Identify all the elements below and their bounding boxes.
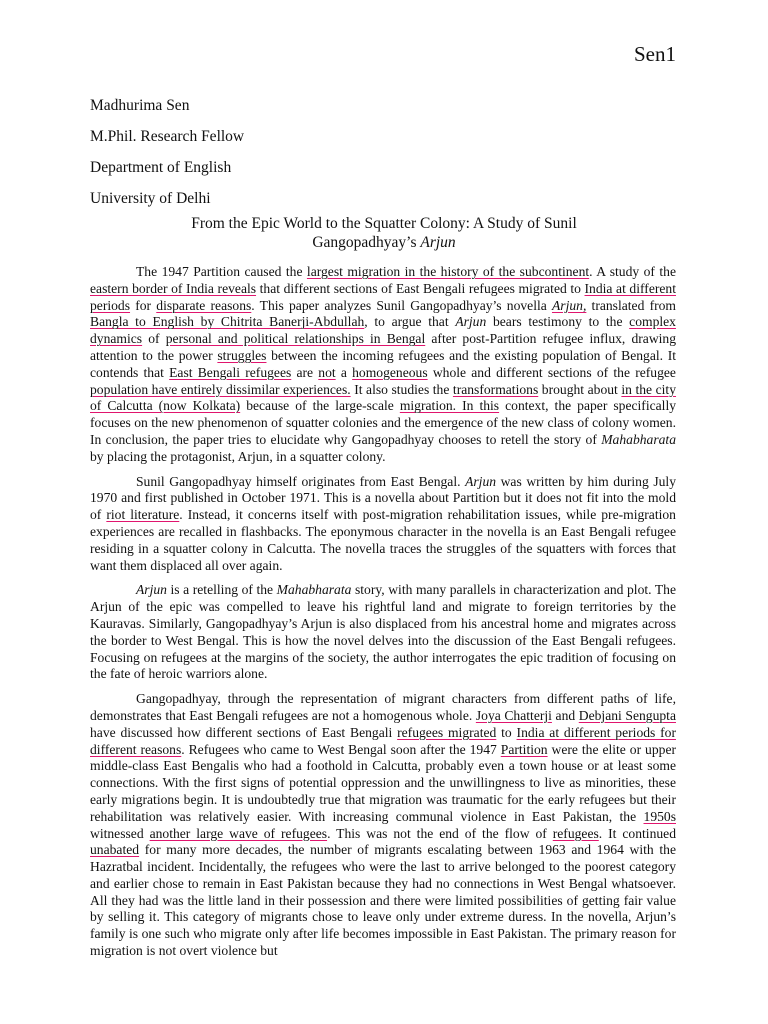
- text-run: . Instead, it concerns itself with post-migration rehabilitation issues, while pre-migration experiences are recalled in flashbacks. The eponymous character in the novella is an East Bengali refugee residing in a squatter colony in Calcutta. The novella traces the struggles of the squatters with forces that want them displaced all over again.: [90, 507, 676, 573]
- abstract-paragraph: [90, 264, 676, 466]
- text-run: , to argue that: [364, 314, 456, 330]
- highlighted-phrase: personal and political relationships in Bengal: [165, 331, 426, 347]
- author-name: Madhurima Sen: [90, 97, 190, 114]
- text-run: . A study of the: [589, 264, 676, 279]
- body-paragraph-2: [90, 474, 676, 575]
- text-run: because of the large-scale: [240, 398, 400, 414]
- text-run: The 1947 Partition caused the: [136, 264, 307, 279]
- highlighted-phrase: complex dynamics: [90, 314, 676, 347]
- text-run: that different sections of East Bengali refugees migrated to: [256, 280, 585, 296]
- paper-title-line1: From the Epic World to the Squatter Colony: A Study of Sunil: [191, 215, 577, 232]
- highlighted-phrase: population have entirely dissimilar experiences.: [90, 381, 351, 397]
- text-run: have discussed how different sections of East Bengali: [90, 724, 398, 740]
- text-run: to: [496, 724, 517, 740]
- highlighted-phrase: India at different periods: [90, 280, 676, 313]
- text-run: . Refugees who came to West Bengal soon after the 1947: [181, 741, 501, 757]
- body-paragraph-4: [90, 691, 676, 960]
- text-run: translated from: [586, 297, 676, 313]
- author-block: [90, 90, 244, 214]
- text-run: Gangopadhyay, through the representation of migrant characters from different paths of life, demonstrates that East Bengali refugees are not a homogenous whole.: [90, 691, 676, 723]
- highlighted-phrase: in the city of Calcutta (now Kolkata): [90, 381, 677, 414]
- text-run: after post-Partition refugee influx, drawing attention to the power: [90, 331, 677, 363]
- text-run: of: [142, 331, 166, 347]
- highlighted-phrase: Joya Chatterji: [475, 707, 552, 723]
- highlighted-phrase: eastern border of India reveals: [90, 280, 257, 296]
- text-run: witnessed: [90, 825, 150, 841]
- text-run: were the elite or upper middle-class East Bengalis who had a foothold in Calcutta, probably even a town house or at least some connections. With the first signs of potential oppression and the unwillingness to live as minorities, these early migrations begin. It is undoubtedly true that migration was traumatic for the early refugees but their rehabilitation was relatively easier. With increasing communal violence in East Pakistan, the: [90, 741, 677, 824]
- text-run: and: [551, 707, 579, 723]
- highlighted-phrase: Partition: [500, 741, 548, 757]
- page-number-header: Sen1: [634, 42, 676, 66]
- body-paragraph-3: [90, 582, 676, 683]
- italic-title: Arjun: [465, 473, 497, 489]
- italic-title: Arjun: [455, 314, 487, 330]
- italic-title: Arjun: [136, 582, 167, 598]
- highlighted-phrase: struggles: [217, 347, 267, 363]
- highlighted-phrase: riot literature: [106, 507, 180, 523]
- text-run: is a retelling of the: [166, 582, 277, 598]
- highlighted-phrase: refugees: [552, 825, 599, 841]
- paper-title-line2: [90, 233, 678, 252]
- paper-title-line2-text: Gangopadhyay’s: [312, 234, 421, 251]
- text-run: was written by him during July 1970 and first published in October 1971. This is a novella about Partition but it does not fit into the mold of: [90, 473, 676, 523]
- highlighted-phrase: not: [318, 364, 336, 380]
- highlighted-phrase: Debjani Sengupta: [578, 707, 676, 723]
- text-run: It also studies the: [350, 381, 453, 397]
- italic-title: Mahabharata: [276, 582, 352, 598]
- highlighted-phrase: another large wave of refugees: [149, 825, 328, 841]
- highlighted-phrase: migration. In this: [399, 398, 500, 414]
- author-university: University of Delhi: [90, 190, 211, 207]
- highlighted-phrase: India at different periods for different reasons: [90, 724, 676, 757]
- text-run: for: [130, 297, 157, 313]
- text-run: Sunil Gangopadhyay himself originates from East Bengal.: [136, 473, 466, 489]
- italic-title: Mahabharata: [601, 431, 676, 447]
- paper-title-italic: Arjun: [420, 234, 456, 251]
- text-run: . This was not the end of the flow of: [327, 825, 553, 841]
- paper-title: [90, 214, 678, 252]
- text-run: a: [335, 364, 353, 380]
- text-run: . It continued: [598, 825, 676, 841]
- paper-body: [90, 264, 676, 968]
- text-run: bears testimony to the: [486, 314, 630, 330]
- text-run: brought about: [538, 381, 622, 397]
- highlighted-phrase: unabated: [90, 842, 140, 858]
- text-run: . This paper analyzes Sunil Gangopadhyay’s novella: [251, 297, 552, 313]
- highlighted-phrase: refugees migrated: [397, 724, 497, 740]
- text-run: whole and different sections of the refugee: [427, 364, 676, 380]
- author-department: Department of English: [90, 159, 232, 176]
- highlighted-italic-title: Arjun,: [551, 297, 587, 313]
- text-run: between the incoming refugees and the existing population of Bengal. It contends that: [90, 347, 676, 380]
- text-run: context, the paper specifically focuses on the new phenomenon of squatter colonies and the emergence of the new class of colony women. In conclusion, the paper tries to elucidate why Gangopadhyay chooses to retell the story of: [90, 398, 677, 447]
- author-position: M.Phil. Research Fellow: [90, 128, 245, 145]
- highlighted-phrase: homogeneous: [352, 364, 428, 380]
- highlighted-phrase: Bangla to English by Chitrita Banerji-Abdullah: [90, 314, 365, 330]
- text-run: for many more decades, the number of migrants escalating between 1963 and 1964 with the Hazratbal incident. Incidentally, the refugees who were the last to arrive belonged to the poorest category and earlier chose to remain in East Pakistan because they had no connections in West Bengal whatsoever. All they had was the little land in their possession and there were limited possibilities of getting fair value by selling it. This category of migrants chose to leave only under extreme duress. In the novella, Arjun’s family is one such who migrate only after life becomes impossible in East Pakistan. The primary reason for migration is not overt violence but: [90, 842, 676, 959]
- text-run: by placing the protagonist, Arjun, in a squatter colony.: [90, 448, 386, 464]
- text-run: are: [291, 364, 319, 380]
- highlighted-phrase: 1950s: [643, 808, 676, 824]
- text-run: story, with many parallels in characterization and plot. The Arjun of the epic was compelled to leave his rightful land and migrate to foreign territories by the Kauravas. Similarly, Gangopadhyay’s Arjun is also displaced from his ancestral home and migrates across the border to West Bengal. This is how the novel delves into the discussion of the East Bengali refugees. Focusing on refugees at the margins of the society, the author interrogates the epic tradition of focusing on the fate of heroic warriors alone.: [90, 582, 676, 682]
- highlighted-phrase: disparate reasons: [156, 297, 252, 313]
- highlighted-phrase: East Bengali refugees: [169, 364, 292, 380]
- highlighted-phrase: largest migration in the history of the subcontinent: [306, 264, 590, 279]
- highlighted-phrase: transformations: [452, 381, 539, 397]
